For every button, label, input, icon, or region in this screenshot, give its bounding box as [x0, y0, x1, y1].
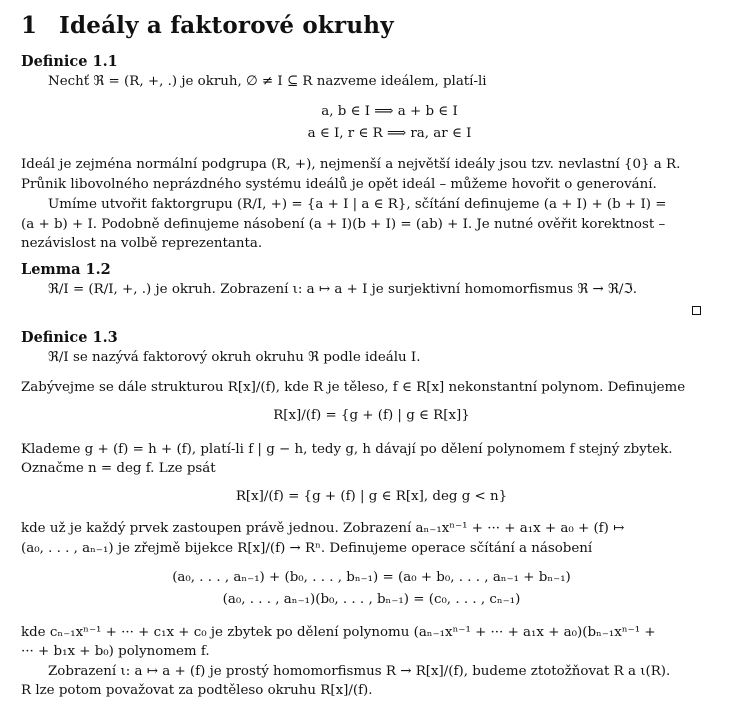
paragraph-3-line-2: Označme n = deg f. Lze psát: [21, 461, 216, 476]
definition-1-1-equation-1: a, b ∈ I ⟹ a + b ∈ I: [321, 104, 458, 119]
paragraph-5-line-1: kde cₙ₋₁xⁿ⁻¹ + ··· + c₁x + c₀ je zbytek po dělení polynomu (aₙ₋₁xⁿ⁻¹ + ··· + a₁x + a₀)(bₙ₋₁xⁿ⁻¹ +: [21, 625, 656, 640]
equation-quotient-ring-degree: R[x]/(f) = {g + (f) | g ∈ R[x], deg g < n}: [235, 489, 508, 504]
definition-1-1-label: Definice 1.1: [21, 53, 118, 70]
paragraph-1-line-3: Umíme utvořit faktorgrupu (R/I, +) = {a + I | a ∈ R}, sčítání definujeme (a + I) + (b + I) =: [48, 197, 667, 212]
definition-1-3-text: ℜ/I se nazývá faktorový okruh okruhu ℜ podle ideálu I.: [48, 350, 421, 365]
paragraph-1-line-2: Průnik libovolného neprázdného systému ideálů je opět ideál – můžeme hovořit o generování.: [21, 177, 657, 192]
section-heading: [21, 12, 394, 39]
paragraph-1-line-4: (a + b) + I. Podobně definujeme násobení (a + I)(b + I) = (ab) + I. Je nutné ověřit korektnost –: [21, 217, 666, 232]
paragraph-4-line-2: (a₀, . . . , aₙ₋₁) je zřejmě bijekce R[x]/(f) → Rⁿ. Definujeme operace sčítání a násobení: [21, 541, 593, 556]
definition-1-1-text: Nechť ℜ = (R, +, .) je okruh, ∅ ≠ I ⊆ R nazveme ideálem, platí-li: [48, 74, 487, 89]
definition-1-3-label: Definice 1.3: [21, 329, 118, 346]
section-number: 1: [21, 12, 38, 39]
equation-quotient-ring: R[x]/(f) = {g + (f) | g ∈ R[x]}: [273, 408, 470, 423]
paragraph-3-line-1: Klademe g + (f) = h + (f), platí-li f | g − h, tedy g, h dávají po dělení polynomem f stejný zbytek.: [21, 442, 673, 457]
paragraph-1-line-5: nezávislost na volbě reprezentanta.: [21, 236, 263, 251]
paragraph-5-line-4: R lze potom považovat za podtěleso okruhu R[x]/(f).: [21, 683, 373, 698]
qed-square-icon: [692, 306, 701, 315]
definition-1-1-equation-2: a ∈ I, r ∈ R ⟹ ra, ar ∈ I: [307, 126, 472, 141]
paragraph-1-line-1: Ideál je zejména normální podgrupa (R, +), nejmenší a největší ideály jsou tzv. nevlastní {0} a R.: [21, 157, 681, 172]
equation-addition: (a₀, . . . , aₙ₋₁) + (b₀, . . . , bₙ₋₁) = (a₀ + b₀, . . . , aₙ₋₁ + bₙ₋₁): [172, 570, 571, 585]
equation-multiplication: (a₀, . . . , aₙ₋₁)(b₀, . . . , bₙ₋₁) = (c₀, . . . , cₙ₋₁): [222, 592, 521, 607]
paragraph-2: Zabývejme se dále strukturou R[x]/(f), kde R je těleso, f ∈ R[x] nekonstantní polynom. Definujeme: [21, 380, 686, 395]
section-title: Ideály a faktorové okruhy: [59, 12, 394, 39]
lemma-1-2-label: Lemma 1.2: [21, 261, 111, 278]
lemma-1-2-text: ℜ/I = (R/I, +, .) je okruh. Zobrazení ι: a ↦ a + I je surjektivní homomorfismus ℜ → ℜ/ℑ.: [48, 282, 637, 297]
paragraph-5-line-3: Zobrazení ι: a ↦ a + (f) je prostý homomorfismus R → R[x]/(f), budeme ztotožňovat R a ι(R).: [48, 664, 671, 679]
paragraph-5-line-2: ··· + b₁x + b₀) polynomem f.: [21, 644, 210, 659]
paragraph-4-line-1: kde už je každý prvek zastoupen právě jednou. Zobrazení aₙ₋₁xⁿ⁻¹ + ··· + a₁x + a₀ + (f) ↦: [21, 521, 625, 536]
